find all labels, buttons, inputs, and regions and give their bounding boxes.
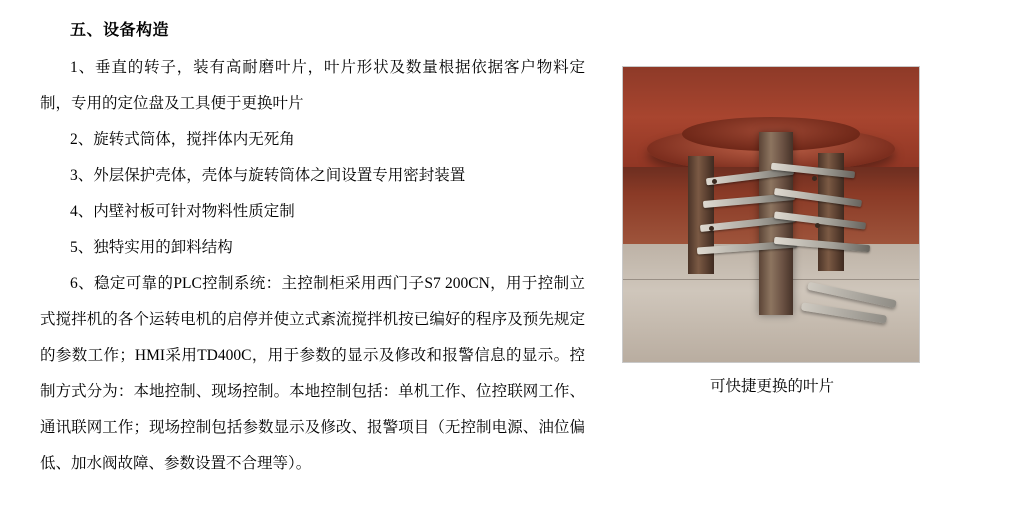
paragraph-1: 1、垂直的转子，装有高耐磨叶片，叶片形状及数量根据依据客户物料定制，专用的定位盘及工具便于更换叶片 bbox=[40, 59, 585, 112]
paragraph-6: 6、稳定可靠的PLC控制系统：主控制柜采用西门子S7 200CN，用于控制立式搅拌机的各个运转电机的启停并使立式紊流搅拌机按已编好的程序及预先规定的参数工作；HMI采用TD400C，用于参数的显示及修改和报警信息的显示。控制方式分为：本地控制、现场控制。本地控制包括：单机工作、位控联网工作、通讯联网工作；现场控制包括参数显示及修改、报警项目（无控制电源、油位偏低、加水阀故障、参数设置不合理等）。 bbox=[40, 275, 585, 472]
mixer-rotor-blades-photo bbox=[622, 66, 920, 363]
figure-column bbox=[622, 66, 922, 399]
section-heading: 五、设备构造 bbox=[70, 22, 170, 39]
text-column bbox=[40, 18, 585, 482]
photo-column-left bbox=[688, 156, 714, 274]
figure-caption: 可快捷更换的叶片 bbox=[709, 378, 834, 395]
paragraph-4: 4、内壁衬板可针对物料性质定制 bbox=[70, 203, 295, 220]
paragraph-2: 2、旋转式筒体，搅拌体内无死角 bbox=[70, 131, 295, 148]
paragraph-5: 5、独特实用的卸料结构 bbox=[70, 239, 233, 256]
paragraph-3: 3、外层保护壳体，壳体与旋转筒体之间设置专用密封装置 bbox=[70, 167, 466, 184]
photo-bolt bbox=[712, 179, 717, 184]
